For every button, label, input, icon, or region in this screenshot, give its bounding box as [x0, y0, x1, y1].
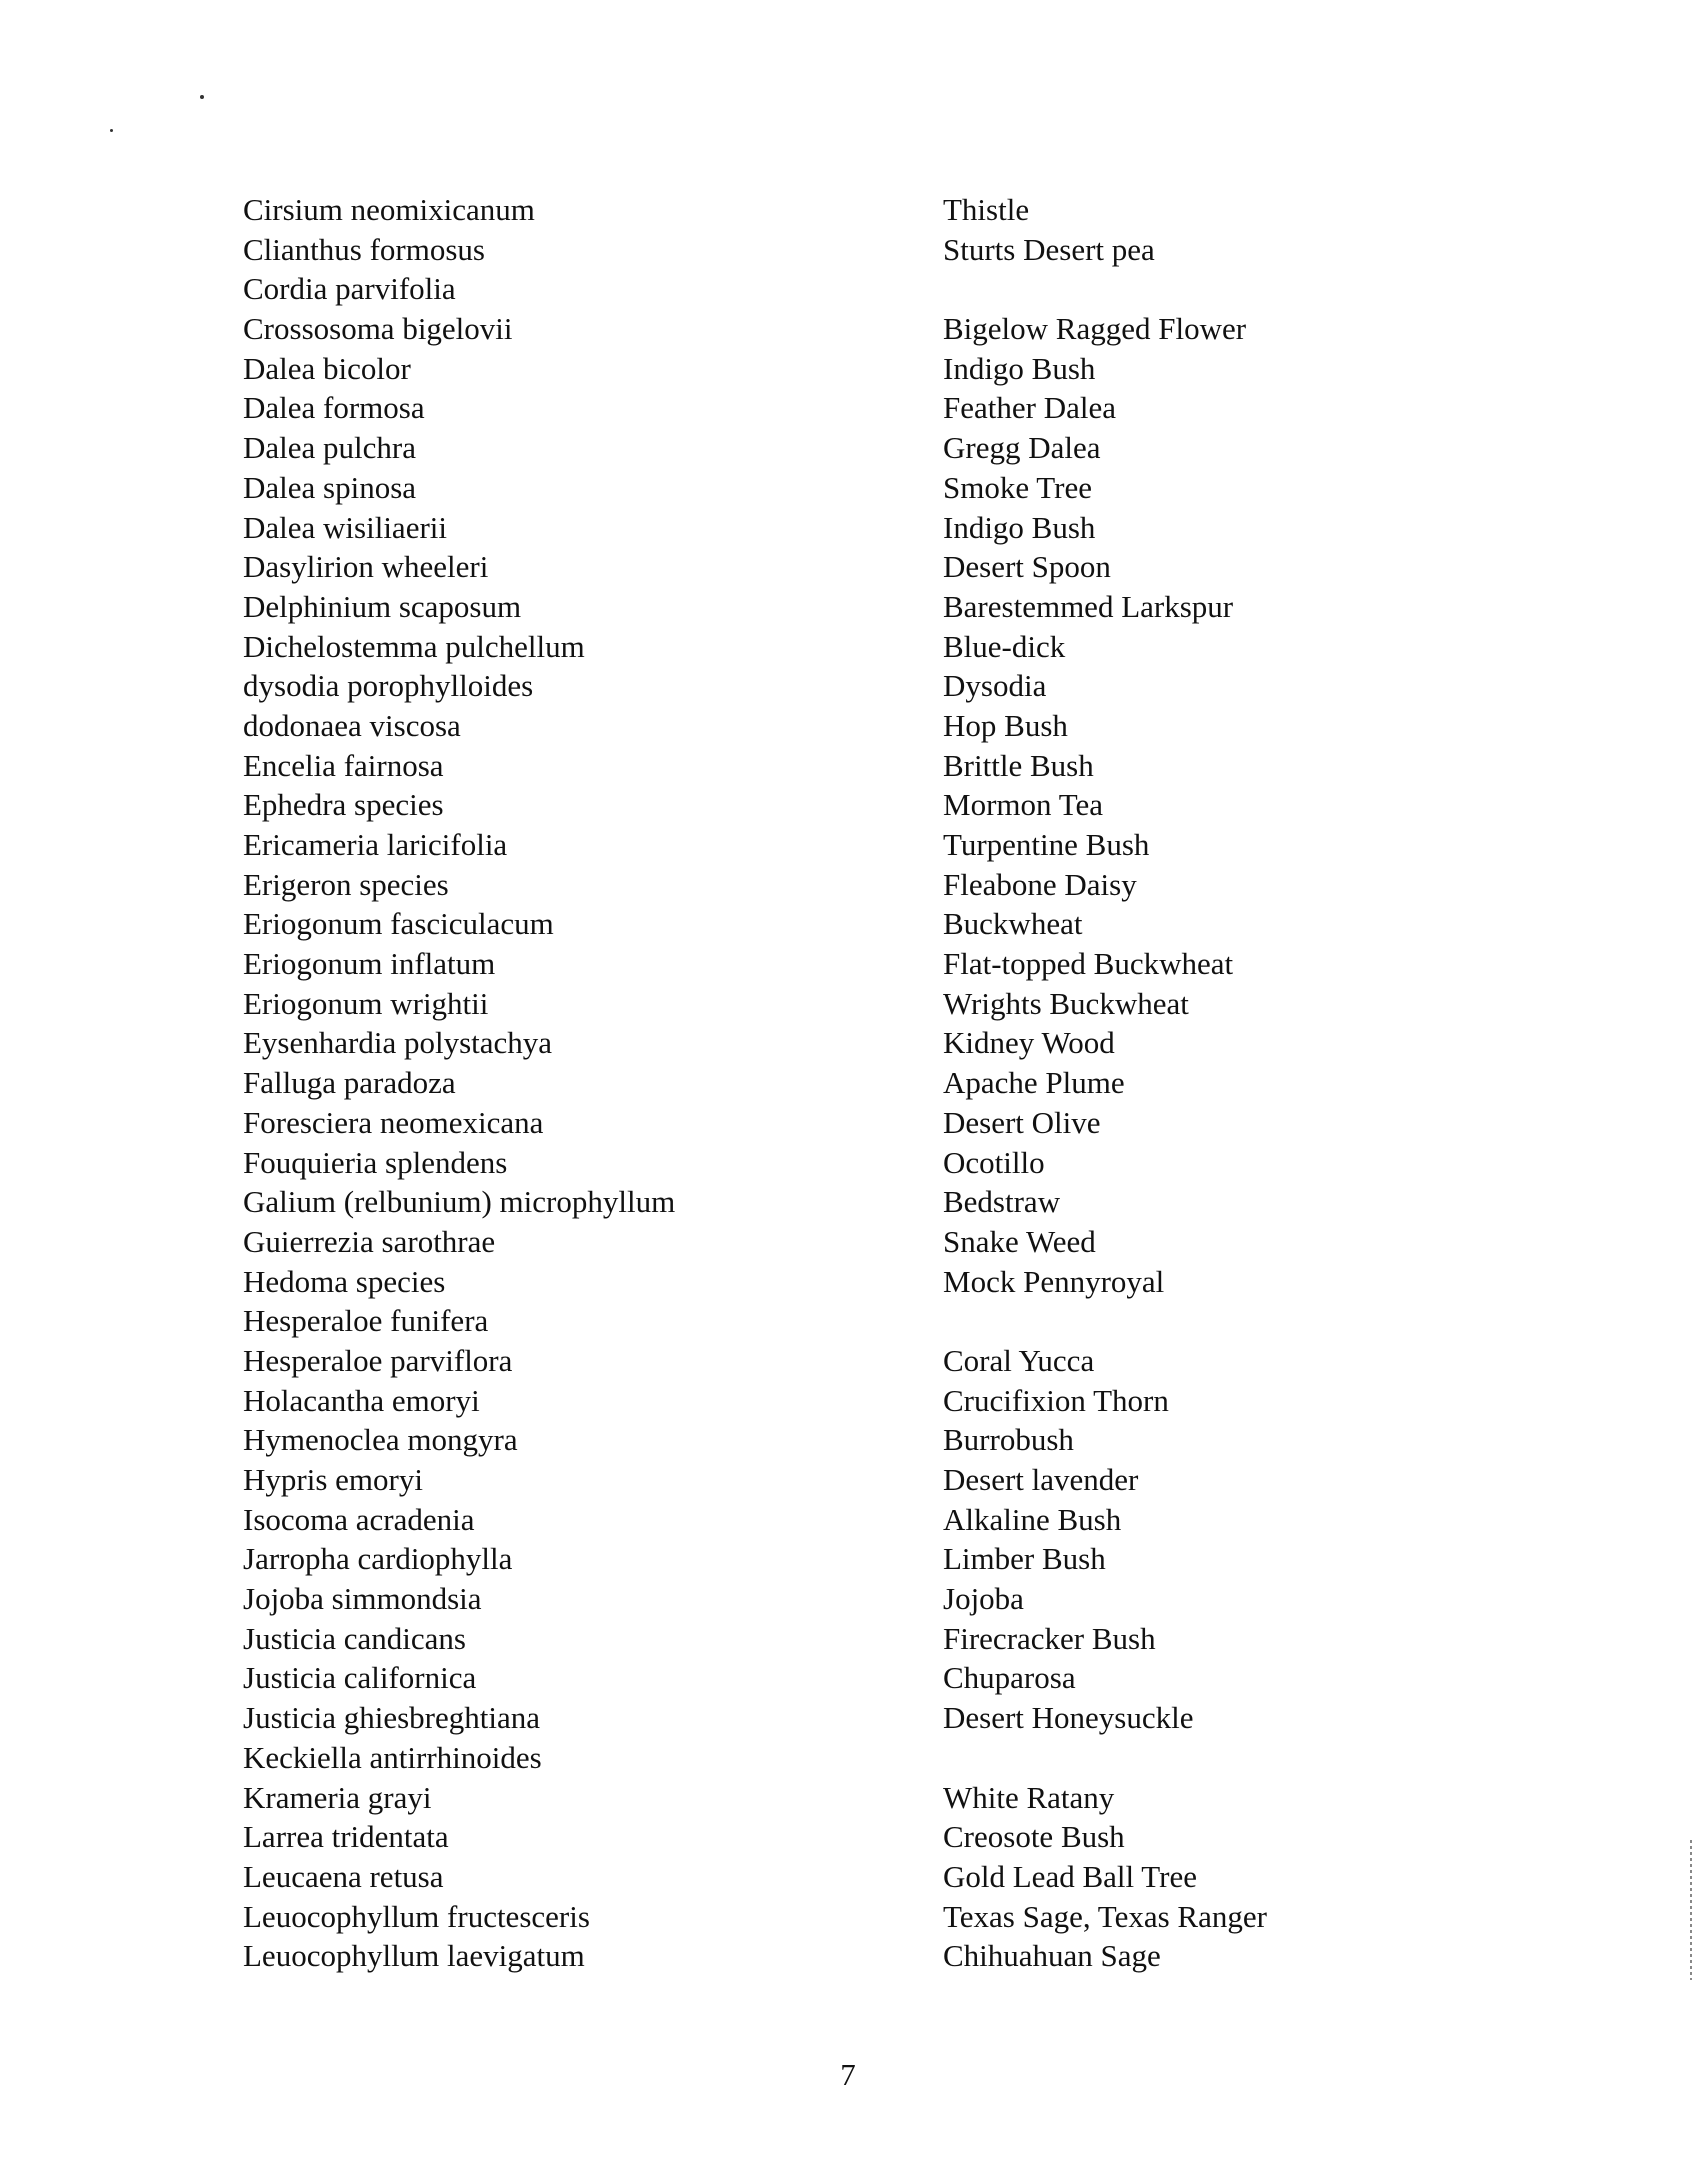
scientific-name: Encelia fairnosa [243, 747, 444, 783]
scan-edge-mark [1690, 1840, 1692, 1980]
common-name: Coral Yucca [943, 1342, 1095, 1378]
scientific-name: Hymenoclea mongyra [243, 1422, 518, 1458]
scientific-name: Dalea wisiliaerii [243, 509, 447, 545]
plant-row [243, 1301, 1403, 1341]
common-name: Jojoba [943, 1581, 1024, 1617]
scientific-name: Clianthus formosus [243, 231, 485, 267]
scientific-name: Crossosoma bigelovii [243, 311, 513, 347]
plant-row [243, 706, 1403, 746]
plant-row [243, 1063, 1403, 1103]
plant-row [243, 230, 1403, 270]
plant-row [243, 349, 1403, 389]
scientific-name: Dalea bicolor [243, 350, 411, 386]
common-name: Alkaline Bush [943, 1501, 1122, 1537]
scientific-name: Jojoba simmondsia [243, 1581, 482, 1617]
scientific-name: Hypris emoryi [243, 1462, 423, 1497]
plant-row [243, 1381, 1403, 1421]
common-name: Thistle [943, 192, 1030, 227]
scientific-name: Hedoma species [243, 1263, 446, 1299]
common-name: Snake Weed [943, 1223, 1096, 1259]
common-name: Blue-dick [943, 628, 1066, 664]
scientific-name: Hesperaloe parviflora [243, 1342, 513, 1378]
scientific-name: Eriogonum wrightii [243, 985, 489, 1021]
plant-row [243, 1539, 1403, 1579]
common-name: Desert lavender [943, 1462, 1139, 1497]
scientific-name: Larrea tridentata [243, 1819, 449, 1855]
scientific-name: Eysenhardia polystachya [243, 1025, 553, 1061]
common-name: Burrobush [943, 1422, 1074, 1458]
scientific-name: Cordia parvifolia [243, 271, 456, 307]
scientific-name: Dasylirion wheeleri [243, 549, 489, 585]
common-name: Barestemmed Larkspur [943, 588, 1234, 624]
common-name: Kidney Wood [943, 1025, 1115, 1061]
common-name: Indigo Bush [943, 509, 1096, 545]
plant-row [243, 1857, 1403, 1897]
common-name: Chihuahuan Sage [943, 1938, 1161, 1974]
scientific-name: Isocoma acradenia [243, 1501, 475, 1537]
common-name: Desert Spoon [943, 549, 1111, 585]
plant-row [243, 1460, 1403, 1500]
scientific-name: Foresciera neomexicana [243, 1104, 544, 1140]
plant-row [243, 1341, 1403, 1381]
plant-row [243, 309, 1403, 349]
scientific-name: Fouquieria splendens [243, 1144, 508, 1180]
plant-row [243, 1579, 1403, 1619]
common-name: Gold Lead Ball Tree [943, 1858, 1197, 1894]
plant-row [243, 1817, 1403, 1857]
plant-row [243, 1103, 1403, 1143]
plant-row [243, 508, 1403, 548]
scientific-name: Leucaena retusa [243, 1858, 444, 1894]
scientific-name: Krameria grayi [243, 1779, 432, 1815]
page-number: 7 [840, 2057, 856, 2092]
plant-row [243, 269, 1403, 309]
scientific-name: Jarropha cardiophylla [243, 1541, 513, 1577]
plant-row [243, 1936, 1403, 1976]
scientific-name: Keckiella antirrhinoides [243, 1739, 542, 1775]
plant-row [243, 1658, 1403, 1698]
scientific-name: dodonaea viscosa [243, 707, 461, 743]
scientific-name: Justicia ghiesbreghtiana [243, 1700, 540, 1736]
plant-row [243, 1619, 1403, 1659]
plant-row [243, 1698, 1403, 1738]
plant-row [243, 984, 1403, 1024]
scientific-name: Holacantha emoryi [243, 1382, 480, 1418]
plant-row [243, 746, 1403, 786]
scientific-name: dysodia porophylloides [243, 668, 534, 704]
scientific-name: Delphinium scaposum [243, 588, 522, 624]
plant-row [243, 388, 1403, 428]
common-name: Indigo Bush [943, 350, 1096, 386]
scientific-name: Dalea pulchra [243, 430, 416, 466]
common-name: Flat-topped Buckwheat [943, 946, 1234, 982]
plant-row [243, 587, 1403, 627]
plant-row [243, 1182, 1403, 1222]
plant-row [243, 190, 1403, 230]
plant-row [243, 865, 1403, 905]
common-name: Ocotillo [943, 1144, 1045, 1180]
common-name: Turpentine Bush [943, 827, 1150, 862]
common-name: Chuparosa [943, 1660, 1076, 1696]
scientific-name: Dichelostemma pulchellum [243, 628, 585, 664]
plant-row [243, 627, 1403, 667]
scan-speck [110, 129, 113, 132]
common-name: Creosote Bush [943, 1819, 1125, 1855]
common-name: Mormon Tea [943, 787, 1103, 823]
scientific-name: Guierrezia sarothrae [243, 1223, 496, 1259]
scientific-name: Cirsium neomixicanum [243, 192, 535, 227]
plant-row [243, 1420, 1403, 1460]
scientific-name: Leuocophyllum fructesceris [243, 1898, 590, 1934]
scientific-name: Galium (relbunium) microphyllum [243, 1184, 676, 1220]
scientific-name: Eriogonum fasciculacum [243, 906, 554, 942]
common-name: Gregg Dalea [943, 430, 1101, 466]
plant-list [243, 190, 1403, 1976]
scientific-name: Dalea spinosa [243, 469, 417, 505]
common-name: Brittle Bush [943, 747, 1094, 783]
plant-row [243, 666, 1403, 706]
common-name: Firecracker Bush [943, 1620, 1156, 1656]
plant-row [243, 825, 1403, 865]
common-name: Limber Bush [943, 1541, 1106, 1577]
scientific-name: Ephedra species [243, 787, 444, 823]
scientific-name: Hesperaloe funifera [243, 1303, 489, 1339]
common-name: Apache Plume [943, 1065, 1125, 1101]
plant-row [243, 944, 1403, 984]
scientific-name: Dalea formosa [243, 390, 425, 426]
scientific-name: Eriogonum inflatum [243, 946, 496, 982]
common-name: Dysodia [943, 668, 1047, 704]
plant-row [243, 1500, 1403, 1540]
plant-row [243, 428, 1403, 468]
common-name: Desert Olive [943, 1104, 1101, 1140]
scientific-name: Leuocophyllum laevigatum [243, 1938, 585, 1974]
plant-row [243, 904, 1403, 944]
scientific-name: Falluga paradoza [243, 1065, 456, 1101]
common-name: Bedstraw [943, 1184, 1061, 1220]
scientific-name: Ericameria laricifolia [243, 827, 508, 862]
common-name: Crucifixion Thorn [943, 1382, 1169, 1418]
common-name: Feather Dalea [943, 390, 1116, 426]
plant-row [243, 1143, 1403, 1183]
common-name: Smoke Tree [943, 469, 1092, 505]
common-name: Desert Honeysuckle [943, 1700, 1194, 1736]
plant-row [243, 1262, 1403, 1302]
common-name: Texas Sage, Texas Ranger [943, 1898, 1267, 1934]
scientific-name: Erigeron species [243, 866, 449, 902]
plant-row [243, 1778, 1403, 1818]
plant-row [243, 468, 1403, 508]
plant-row [243, 1738, 1403, 1778]
plant-row [243, 1222, 1403, 1262]
common-name: Buckwheat [943, 906, 1083, 942]
plant-row [243, 1023, 1403, 1063]
scientific-name: Justicia candicans [243, 1620, 466, 1656]
common-name: Sturts Desert pea [943, 231, 1155, 267]
common-name: Hop Bush [943, 707, 1068, 743]
plant-row [243, 1897, 1403, 1937]
common-name: Mock Pennyroyal [943, 1263, 1165, 1299]
common-name: Bigelow Ragged Flower [943, 311, 1247, 347]
common-name: White Ratany [943, 1779, 1115, 1815]
plant-row [243, 547, 1403, 587]
plant-row [243, 785, 1403, 825]
common-name: Fleabone Daisy [943, 866, 1137, 902]
scan-speck [200, 95, 204, 99]
scientific-name: Justicia californica [243, 1660, 477, 1696]
common-name: Wrights Buckwheat [943, 985, 1189, 1021]
